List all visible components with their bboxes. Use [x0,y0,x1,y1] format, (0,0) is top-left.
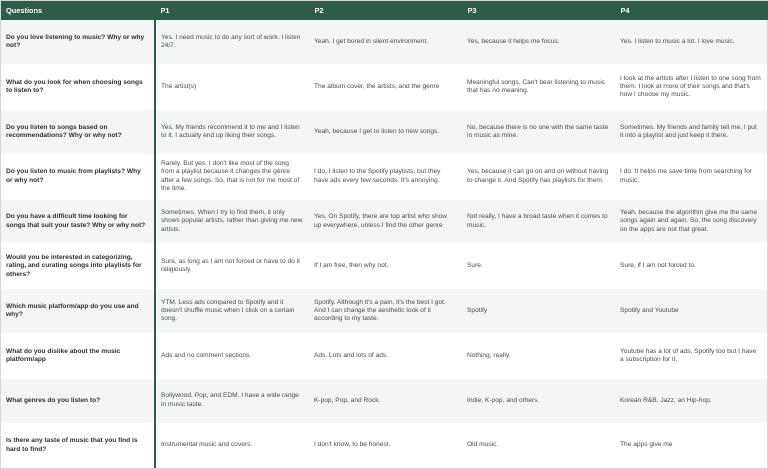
table-row [1,65,767,110]
answer-cell-p3: Indie, K-pop, and others. [462,378,615,423]
answer-cell-p3: Spotify [462,289,615,334]
question-cell: What do you look for when choosing songs to listen to? [1,65,155,110]
answer-cell-p1: The artist(s) [155,65,309,110]
answer-cell-p3: No, because there is no one with the same taste in music as mine. [462,110,615,155]
table-row [1,154,767,199]
question-cell: Would you be interested in categorizing, rating, and curating songs into playlists for others? [1,244,155,289]
header-p4: P4 [615,1,767,20]
answer-cell-p2: Yeah. I get bored in silent environment. [309,20,462,65]
header-row [1,1,767,20]
table-row [1,334,767,379]
table-row [1,110,767,155]
question-cell: Do you love listening to music? Why or why not? [1,20,155,65]
answer-cell-p1: Bollywood, Pop, and EDM. I have a wide range in music taste. [155,378,309,423]
answer-cell-p1: Yes. My friends recommend it to me and I listen to it. I actually end up liking their songs. [155,110,309,155]
answer-cell-p2: Yeah, because I get to listen to new songs. [309,110,462,155]
answer-cell-p2: K-pop, Pop, and Rock. [309,378,462,423]
answer-cell-p2: I do. I listen to the Spotify playlists, but they have ads every few seconds. It's annoying. [309,154,462,199]
answer-cell-p3: Meaningful songs. Can't bear listening to music that has no meaning. [462,65,615,110]
answer-cell-p4: Spotify and Youtube [615,289,767,334]
answer-cell-p1: Yes. I need music to do any sort of work. I listen 24/7. [155,20,309,65]
header-questions: Questions [1,1,155,20]
answer-cell-p3: Yes, because it can go on and on without having to change it. And Spotify has playlists for them. [462,154,615,199]
table-row [1,423,767,468]
question-cell: Which music platform/app do you use and why? [1,289,155,334]
answer-cell-p2: Yes. On Spotify, there are top artist who show up everywhere, unless I find the other genre [309,199,462,244]
answer-cell-p3: Nothing, really. [462,334,615,379]
answer-cell-p4: Yes. I listen to music a lot. I love music. [615,20,767,65]
answer-cell-p4: I look at the artists after I listen to one song from them. I look at more of their songs and that's how I choose my music. [615,65,767,110]
answer-cell-p1: YTM. Less ads compared to Spotify and it doesn't shuffle music when I click on a certain song. [155,289,309,334]
interview-table [1,1,768,468]
header-p2: P2 [309,1,462,20]
question-cell: What do you dislike about the music platform/app [1,334,155,379]
header-p1: P1 [155,1,309,20]
answer-cell-p4: Yeah, because the algorithm give me the same songs again and again. So, the song discovery on the apps are not that great. [615,199,767,244]
question-cell: Do you listen to songs based on recommendations? Why or why not? [1,110,155,155]
answer-cell-p2: If I am free, then why not. [309,244,462,289]
header-p3: P3 [462,1,615,20]
answer-cell-p4: Korean R&B, Jazz, an Hip-hop. [615,378,767,423]
answer-cell-p1: Sometimes. When I try to find them, it only shows popular artists, rather than giving me new artists. [155,199,309,244]
answer-cell-p2: The album cover, the artists, and the genre [309,65,462,110]
answer-cell-p3: Yes, because it helps me focus. [462,20,615,65]
answer-cell-p1: Rarely. But yes. I don't like most of the song from a playlist because it changes the genre after a few songs. So, that is not for me most of the time. [155,154,309,199]
question-cell: Do you listen to music from playlists? Why or why not? [1,154,155,199]
answer-cell-p4: The apps give me [615,423,767,468]
answer-cell-p2: Spotify. Although it's a pain, it's the best I got. And I can change the aesthetic look of it according to my taste. [309,289,462,334]
table-row [1,378,767,423]
answer-cell-p2: I don't know, to be honest. [309,423,462,468]
table-row [1,289,767,334]
question-cell: Is there any taste of music that you find is hard to find? [1,423,155,468]
table-row [1,20,767,65]
answer-cell-p1: Ads and no comment sections. [155,334,309,379]
question-cell: Do you have a difficult time looking for songs that suit your taste? Why or why not? [1,199,155,244]
answer-cell-p4: I do. It helps me save time from searching for music. [615,154,767,199]
answer-cell-p2: Ads. Lots and lots of ads. [309,334,462,379]
answer-cell-p4: Sure, if I am not forced to. [615,244,767,289]
answer-cell-p1: Instrumental music and covers. [155,423,309,468]
table-row [1,244,767,289]
answer-cell-p3: Old music. [462,423,615,468]
answer-cell-p3: Sure. [462,244,615,289]
answer-cell-p1: Sure, as long as I am not forced or have to do it religiously. [155,244,309,289]
answer-cell-p4: Sometimes. My friends and family tell me, I put it into a playlist and just keep it there. [615,110,767,155]
answer-cell-p3: Not really, I have a broad taste when it comes to music. [462,199,615,244]
table-row [1,199,767,244]
answer-cell-p4: Youtube has a lot of ads, Spotify too but I have a subscription for it. [615,334,767,379]
question-cell: What genres do you listen to? [1,378,155,423]
